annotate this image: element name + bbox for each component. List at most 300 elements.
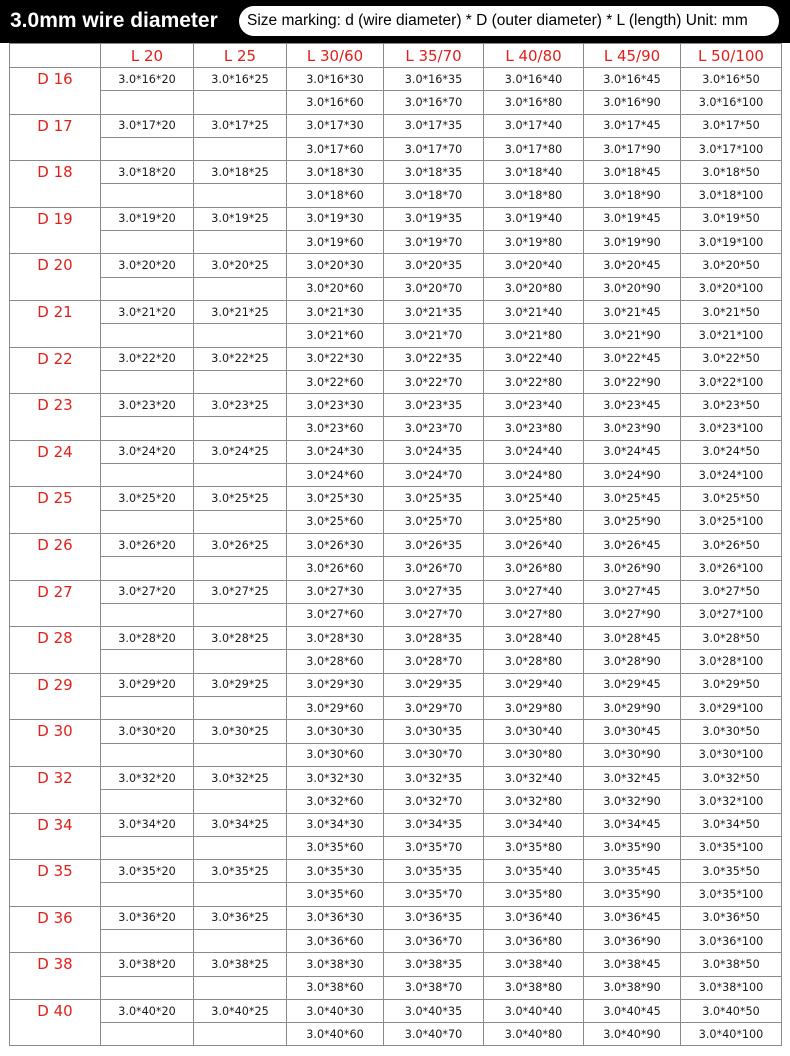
size-cell: 3.0*32*40	[484, 766, 584, 789]
size-cell	[101, 417, 194, 440]
size-cell: 3.0*36*100	[681, 929, 782, 952]
size-cell: 3.0*17*50	[681, 114, 782, 137]
size-cell: 3.0*26*45	[584, 533, 681, 556]
size-cell: 3.0*18*60	[287, 184, 384, 207]
size-cell: 3.0*21*70	[384, 324, 484, 347]
table-row	[10, 394, 782, 417]
size-cell: 3.0*25*25	[194, 487, 287, 510]
table-row	[10, 860, 782, 883]
size-cell: 3.0*17*100	[681, 137, 782, 160]
size-cell: 3.0*26*40	[484, 533, 584, 556]
size-cell: 3.0*16*100	[681, 91, 782, 114]
table-row	[10, 440, 782, 463]
size-cell: 3.0*35*25	[194, 860, 287, 883]
table-row	[10, 743, 782, 766]
size-cell: 3.0*27*80	[484, 603, 584, 626]
size-cell: 3.0*21*30	[287, 300, 384, 323]
size-cell: 3.0*35*80	[484, 836, 584, 859]
size-cell	[101, 929, 194, 952]
size-cell: 3.0*18*25	[194, 161, 287, 184]
size-cell: 3.0*34*40	[484, 813, 584, 836]
size-cell: 3.0*23*20	[101, 394, 194, 417]
size-cell: 3.0*16*90	[584, 91, 681, 114]
size-cell	[194, 650, 287, 673]
table-row	[10, 720, 782, 743]
table-row	[10, 464, 782, 487]
size-cell: 3.0*27*20	[101, 580, 194, 603]
size-cell: 3.0*28*20	[101, 627, 194, 650]
size-cell: 3.0*28*50	[681, 627, 782, 650]
size-cell: 3.0*23*40	[484, 394, 584, 417]
size-cell	[101, 510, 194, 533]
row-label: D 17	[10, 114, 101, 161]
table-row	[10, 254, 782, 277]
size-cell: 3.0*38*100	[681, 976, 782, 999]
row-label: D 38	[10, 953, 101, 1000]
table-row	[10, 207, 782, 230]
size-cell: 3.0*20*80	[484, 277, 584, 300]
size-cell: 3.0*18*90	[584, 184, 681, 207]
size-cell: 3.0*16*25	[194, 68, 287, 91]
size-cell: 3.0*38*25	[194, 953, 287, 976]
size-cell: 3.0*18*40	[484, 161, 584, 184]
size-cell: 3.0*25*80	[484, 510, 584, 533]
size-cell: 3.0*19*20	[101, 207, 194, 230]
row-label: D 23	[10, 394, 101, 441]
size-cell: 3.0*32*45	[584, 766, 681, 789]
size-cell: 3.0*28*80	[484, 650, 584, 673]
size-cell: 3.0*23*90	[584, 417, 681, 440]
table-row	[10, 650, 782, 673]
size-cell: 3.0*32*25	[194, 766, 287, 789]
size-cell: 3.0*35*100	[681, 836, 782, 859]
size-cell: 3.0*17*45	[584, 114, 681, 137]
size-cell: 3.0*34*30	[287, 813, 384, 836]
size-cell: 3.0*19*70	[384, 231, 484, 254]
size-cell: 3.0*24*45	[584, 440, 681, 463]
size-cell: 3.0*34*50	[681, 813, 782, 836]
size-table	[9, 43, 782, 1046]
size-cell: 3.0*35*70	[384, 836, 484, 859]
size-cell: 3.0*20*60	[287, 277, 384, 300]
size-cell: 3.0*27*100	[681, 603, 782, 626]
size-cell: 3.0*28*90	[584, 650, 681, 673]
size-cell: 3.0*24*80	[484, 464, 584, 487]
size-cell	[101, 91, 194, 114]
row-label: D 20	[10, 254, 101, 301]
size-cell: 3.0*26*60	[287, 557, 384, 580]
size-cell: 3.0*19*50	[681, 207, 782, 230]
size-cell: 3.0*40*80	[484, 1023, 584, 1046]
row-label: D 16	[10, 68, 101, 115]
table-row	[10, 906, 782, 929]
table-row	[10, 1023, 782, 1046]
table-row	[10, 953, 782, 976]
size-cell: 3.0*28*100	[681, 650, 782, 673]
header-row	[10, 44, 782, 68]
size-cell: 3.0*35*60	[287, 836, 384, 859]
size-cell	[101, 324, 194, 347]
table-row	[10, 300, 782, 323]
size-cell: 3.0*19*40	[484, 207, 584, 230]
table-row	[10, 277, 782, 300]
size-cell	[194, 697, 287, 720]
size-cell: 3.0*21*35	[384, 300, 484, 323]
size-cell: 3.0*24*60	[287, 464, 384, 487]
size-cell: 3.0*40*25	[194, 999, 287, 1022]
size-cell: 3.0*22*20	[101, 347, 194, 370]
table-row	[10, 627, 782, 650]
size-cell: 3.0*25*70	[384, 510, 484, 533]
size-cell	[194, 883, 287, 906]
size-cell: 3.0*26*50	[681, 533, 782, 556]
size-cell	[101, 137, 194, 160]
size-cell: 3.0*29*90	[584, 697, 681, 720]
size-cell: 3.0*27*90	[584, 603, 681, 626]
size-cell: 3.0*17*90	[584, 137, 681, 160]
size-cell: 3.0*19*35	[384, 207, 484, 230]
size-cell	[101, 464, 194, 487]
size-cell: 3.0*17*30	[287, 114, 384, 137]
size-cell	[194, 1023, 287, 1046]
size-cell: 3.0*20*30	[287, 254, 384, 277]
size-cell: 3.0*40*30	[287, 999, 384, 1022]
size-cell: 3.0*23*50	[681, 394, 782, 417]
size-cell: 3.0*26*90	[584, 557, 681, 580]
size-cell: 3.0*19*25	[194, 207, 287, 230]
size-cell: 3.0*25*35	[384, 487, 484, 510]
size-cell	[194, 836, 287, 859]
row-label: D 18	[10, 161, 101, 208]
size-cell: 3.0*24*100	[681, 464, 782, 487]
table-row	[10, 836, 782, 859]
size-cell: 3.0*38*45	[584, 953, 681, 976]
size-cell: 3.0*21*20	[101, 300, 194, 323]
size-cell: 3.0*38*50	[681, 953, 782, 976]
table-row	[10, 114, 782, 137]
size-cell: 3.0*28*45	[584, 627, 681, 650]
size-cell: 3.0*24*35	[384, 440, 484, 463]
size-cell: 3.0*22*90	[584, 370, 681, 393]
size-cell: 3.0*30*100	[681, 743, 782, 766]
size-cell: 3.0*23*30	[287, 394, 384, 417]
size-cell: 3.0*29*40	[484, 673, 584, 696]
size-cell	[194, 277, 287, 300]
size-cell: 3.0*29*70	[384, 697, 484, 720]
size-cell: 3.0*34*35	[384, 813, 484, 836]
size-cell: 3.0*30*80	[484, 743, 584, 766]
size-cell: 3.0*20*90	[584, 277, 681, 300]
size-cell: 3.0*24*20	[101, 440, 194, 463]
column-header: L 50/100	[681, 44, 782, 68]
row-label: D 19	[10, 207, 101, 254]
size-cell	[101, 790, 194, 813]
size-cell: 3.0*32*35	[384, 766, 484, 789]
size-cell: 3.0*38*30	[287, 953, 384, 976]
size-cell: 3.0*29*35	[384, 673, 484, 696]
size-cell: 3.0*26*100	[681, 557, 782, 580]
size-cell: 3.0*29*60	[287, 697, 384, 720]
size-cell: 3.0*23*25	[194, 394, 287, 417]
size-cell: 3.0*16*60	[287, 91, 384, 114]
size-cell: 3.0*36*25	[194, 906, 287, 929]
size-cell: 3.0*34*45	[584, 813, 681, 836]
size-cell	[101, 370, 194, 393]
size-cell: 3.0*38*20	[101, 953, 194, 976]
row-label: D 32	[10, 766, 101, 813]
size-cell: 3.0*16*40	[484, 68, 584, 91]
size-cell: 3.0*17*40	[484, 114, 584, 137]
size-cell	[101, 184, 194, 207]
size-cell: 3.0*22*100	[681, 370, 782, 393]
size-cell: 3.0*38*35	[384, 953, 484, 976]
size-cell: 3.0*30*60	[287, 743, 384, 766]
size-cell	[194, 184, 287, 207]
size-cell: 3.0*24*70	[384, 464, 484, 487]
row-label: D 28	[10, 627, 101, 674]
size-cell: 3.0*30*45	[584, 720, 681, 743]
table-row	[10, 68, 782, 91]
size-cell: 3.0*32*90	[584, 790, 681, 813]
size-cell	[194, 231, 287, 254]
size-cell: 3.0*38*70	[384, 976, 484, 999]
column-header: L 20	[101, 44, 194, 68]
size-cell	[101, 883, 194, 906]
size-cell: 3.0*35*90	[584, 836, 681, 859]
table-row	[10, 813, 782, 836]
table-row	[10, 557, 782, 580]
table-row	[10, 161, 782, 184]
column-header	[10, 44, 101, 68]
size-cell: 3.0*29*45	[584, 673, 681, 696]
size-cell	[194, 976, 287, 999]
size-cell: 3.0*40*100	[681, 1023, 782, 1046]
size-cell: 3.0*27*30	[287, 580, 384, 603]
size-cell: 3.0*40*20	[101, 999, 194, 1022]
table-row	[10, 137, 782, 160]
size-cell: 3.0*25*90	[584, 510, 681, 533]
size-cell: 3.0*16*80	[484, 91, 584, 114]
size-cell: 3.0*25*50	[681, 487, 782, 510]
size-cell: 3.0*19*80	[484, 231, 584, 254]
size-cell: 3.0*22*25	[194, 347, 287, 370]
size-cell: 3.0*36*35	[384, 906, 484, 929]
size-cell: 3.0*26*20	[101, 533, 194, 556]
size-cell: 3.0*25*45	[584, 487, 681, 510]
table-row	[10, 91, 782, 114]
size-cell: 3.0*28*40	[484, 627, 584, 650]
size-cell: 3.0*38*80	[484, 976, 584, 999]
size-cell	[194, 91, 287, 114]
size-cell	[101, 277, 194, 300]
size-cell: 3.0*40*90	[584, 1023, 681, 1046]
page-title: 3.0mm wire diameter	[10, 9, 218, 32]
size-cell: 3.0*16*35	[384, 68, 484, 91]
size-cell: 3.0*40*60	[287, 1023, 384, 1046]
size-cell: 3.0*23*70	[384, 417, 484, 440]
size-cell: 3.0*32*20	[101, 766, 194, 789]
size-cell: 3.0*19*60	[287, 231, 384, 254]
column-header: L 35/70	[384, 44, 484, 68]
size-cell: 3.0*40*35	[384, 999, 484, 1022]
size-cell: 3.0*27*60	[287, 603, 384, 626]
size-cell: 3.0*38*60	[287, 976, 384, 999]
size-cell: 3.0*20*35	[384, 254, 484, 277]
table-row	[10, 883, 782, 906]
size-cell: 3.0*22*30	[287, 347, 384, 370]
table-row	[10, 697, 782, 720]
size-cell: 3.0*25*40	[484, 487, 584, 510]
table-row	[10, 231, 782, 254]
size-cell: 3.0*18*70	[384, 184, 484, 207]
size-cell: 3.0*27*25	[194, 580, 287, 603]
size-cell: 3.0*32*60	[287, 790, 384, 813]
size-cell: 3.0*29*20	[101, 673, 194, 696]
size-cell: 3.0*35*45	[584, 860, 681, 883]
table-row	[10, 929, 782, 952]
table-row	[10, 370, 782, 393]
size-cell	[194, 510, 287, 533]
size-cell: 3.0*25*30	[287, 487, 384, 510]
size-cell: 3.0*22*60	[287, 370, 384, 393]
size-cell	[101, 557, 194, 580]
size-cell: 3.0*30*50	[681, 720, 782, 743]
size-cell: 3.0*29*80	[484, 697, 584, 720]
size-cell: 3.0*26*25	[194, 533, 287, 556]
size-cell: 3.0*30*90	[584, 743, 681, 766]
row-label: D 35	[10, 860, 101, 907]
size-cell: 3.0*21*80	[484, 324, 584, 347]
size-cell: 3.0*22*45	[584, 347, 681, 370]
size-cell: 3.0*36*90	[584, 929, 681, 952]
size-cell: 3.0*26*80	[484, 557, 584, 580]
size-cell: 3.0*21*50	[681, 300, 782, 323]
size-cell: 3.0*18*80	[484, 184, 584, 207]
size-cell	[194, 743, 287, 766]
size-cell: 3.0*28*60	[287, 650, 384, 673]
size-cell: 3.0*26*30	[287, 533, 384, 556]
size-cell: 3.0*23*45	[584, 394, 681, 417]
table-body	[10, 68, 782, 1046]
row-label: D 25	[10, 487, 101, 534]
size-cell: 3.0*35*30	[287, 860, 384, 883]
size-cell: 3.0*35*40	[484, 860, 584, 883]
size-cell: 3.0*27*35	[384, 580, 484, 603]
row-label: D 26	[10, 533, 101, 580]
column-header: L 45/90	[584, 44, 681, 68]
size-cell: 3.0*17*60	[287, 137, 384, 160]
size-cell: 3.0*21*100	[681, 324, 782, 347]
size-cell: 3.0*29*50	[681, 673, 782, 696]
size-cell: 3.0*19*45	[584, 207, 681, 230]
table-row	[10, 766, 782, 789]
table-row	[10, 790, 782, 813]
size-cell: 3.0*19*30	[287, 207, 384, 230]
size-cell: 3.0*17*35	[384, 114, 484, 137]
size-cell: 3.0*40*70	[384, 1023, 484, 1046]
table-row	[10, 580, 782, 603]
size-cell: 3.0*27*40	[484, 580, 584, 603]
size-cell: 3.0*24*50	[681, 440, 782, 463]
size-cell: 3.0*17*20	[101, 114, 194, 137]
size-cell: 3.0*20*45	[584, 254, 681, 277]
size-cell	[101, 231, 194, 254]
size-cell: 3.0*21*40	[484, 300, 584, 323]
table-row	[10, 324, 782, 347]
size-cell: 3.0*16*50	[681, 68, 782, 91]
size-cell: 3.0*27*50	[681, 580, 782, 603]
size-cell: 3.0*22*35	[384, 347, 484, 370]
size-cell: 3.0*22*40	[484, 347, 584, 370]
size-cell: 3.0*18*20	[101, 161, 194, 184]
size-cell: 3.0*23*60	[287, 417, 384, 440]
size-cell: 3.0*40*50	[681, 999, 782, 1022]
table-row	[10, 976, 782, 999]
table-row	[10, 184, 782, 207]
size-cell: 3.0*18*35	[384, 161, 484, 184]
table-row	[10, 673, 782, 696]
size-cell: 3.0*26*70	[384, 557, 484, 580]
size-cell: 3.0*36*30	[287, 906, 384, 929]
size-cell: 3.0*22*70	[384, 370, 484, 393]
size-cell: 3.0*28*35	[384, 627, 484, 650]
size-cell: 3.0*20*20	[101, 254, 194, 277]
size-cell	[101, 603, 194, 626]
table-row	[10, 999, 782, 1022]
size-cell: 3.0*27*70	[384, 603, 484, 626]
size-cell	[194, 370, 287, 393]
size-cell: 3.0*24*30	[287, 440, 384, 463]
size-cell	[194, 790, 287, 813]
size-cell: 3.0*35*60	[287, 883, 384, 906]
size-cell: 3.0*35*50	[681, 860, 782, 883]
size-cell: 3.0*35*100	[681, 883, 782, 906]
size-cell: 3.0*18*30	[287, 161, 384, 184]
size-cell: 3.0*18*50	[681, 161, 782, 184]
size-cell: 3.0*32*50	[681, 766, 782, 789]
size-cell: 3.0*30*35	[384, 720, 484, 743]
row-label: D 34	[10, 813, 101, 860]
size-cell: 3.0*20*100	[681, 277, 782, 300]
size-cell: 3.0*35*70	[384, 883, 484, 906]
size-marking-note: Size marking: d (wire diameter) * D (outer diameter) * L (length) Unit: mm	[239, 6, 779, 36]
size-cell: 3.0*27*45	[584, 580, 681, 603]
size-cell: 3.0*34*25	[194, 813, 287, 836]
size-cell: 3.0*36*20	[101, 906, 194, 929]
size-cell: 3.0*16*70	[384, 91, 484, 114]
size-cell: 3.0*23*100	[681, 417, 782, 440]
table-row	[10, 347, 782, 370]
row-label: D 27	[10, 580, 101, 627]
size-cell: 3.0*16*45	[584, 68, 681, 91]
table-row	[10, 417, 782, 440]
size-cell: 3.0*21*45	[584, 300, 681, 323]
size-cell: 3.0*25*100	[681, 510, 782, 533]
size-cell: 3.0*26*35	[384, 533, 484, 556]
size-cell: 3.0*22*80	[484, 370, 584, 393]
size-cell	[194, 557, 287, 580]
row-label: D 30	[10, 720, 101, 767]
table-row	[10, 487, 782, 510]
size-cell	[101, 1023, 194, 1046]
size-cell: 3.0*24*90	[584, 464, 681, 487]
size-cell: 3.0*36*80	[484, 929, 584, 952]
size-cell	[194, 417, 287, 440]
size-cell: 3.0*25*60	[287, 510, 384, 533]
size-cell: 3.0*36*70	[384, 929, 484, 952]
size-cell: 3.0*22*50	[681, 347, 782, 370]
size-cell: 3.0*34*20	[101, 813, 194, 836]
